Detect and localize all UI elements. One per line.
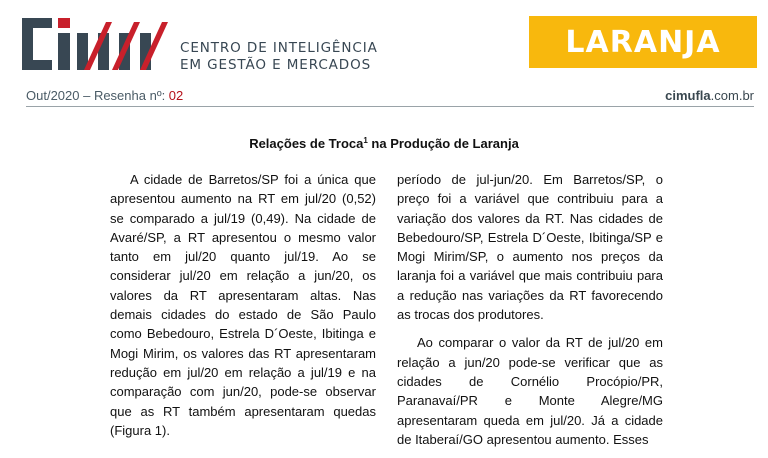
product-badge: LARANJA xyxy=(529,16,757,68)
title-rest: na Produção de Laranja xyxy=(367,136,519,151)
site-link[interactable] xyxy=(665,88,754,103)
header-divider xyxy=(26,106,754,107)
paragraph: período de jul-jun/20. Em Barretos/SP, o preço foi a variável que contribuiu para a variação dos valores da RT. Nas cidades de Bebedouro/SP, Estrela D´Oeste, Ibitinga/SP e Mogi Mirim/SP, o aumento nos preços da laranja foi a variável que mais contribuiu para a redução nas variações da RT favorecendo as trocas dos produtores. xyxy=(397,172,663,323)
logo-letter-i-stem xyxy=(58,33,70,70)
logo-line-2: EM GESTÃO E MERCADOS xyxy=(180,57,372,73)
title-footnote-ref: 1 xyxy=(363,136,368,145)
issue-label: Out/2020 – Resenha nº: xyxy=(26,88,169,103)
paragraph: Ao comparar o valor da RT de jul/20 em relação a jun/20 pode-se verificar que as cidades de Cornélio Procópio/PR, Paranavaí/PR e Monte Alegre/MG apresentaram queda em jul/20. Já a cidade de Itaberaí/GO apresentou aumento. Esses xyxy=(397,335,663,447)
paragraph: A cidade de Barretos/SP foi a única que apresentou aumento na RT em jul/20 (0,52) se comparado a jul/19 (0,49). Na cidade de Avaré/SP, a RT apresentou o mesmo valor tanto em jul/20 quanto jul/19. Ao se considerar jul/20 em relação a jun/20, os valores da RT apresentaram altas. Nas demais cidades do estado de São Paulo como Bebedouro, Estrela D´Oeste, Ibitinga e Mogi Mirim, os valores das RT apresentaram redução em jul/20 em relação a jul/19 e na comparação com jun/20, pode-se observar que as RT também apresentaram quedas (Figura 1). xyxy=(110,172,376,438)
cim-logo xyxy=(22,18,168,70)
logo-text xyxy=(180,40,378,74)
logo-bar-1 xyxy=(77,33,88,70)
logo-letter-c xyxy=(22,18,52,70)
right-column xyxy=(397,170,663,458)
left-column xyxy=(110,170,376,449)
article-title xyxy=(0,136,768,151)
site-name-bold: cimufla xyxy=(665,88,711,103)
logo-line-1: CENTRO DE INTELIGÊNCIA xyxy=(180,40,378,56)
logo-letter-i-dot xyxy=(58,18,70,28)
issue-info xyxy=(26,88,183,103)
subheader-bar xyxy=(26,88,754,108)
site-domain: .com.br xyxy=(710,88,754,103)
issue-number: 02 xyxy=(168,88,184,103)
title-main: Relações de Troca xyxy=(249,136,364,151)
